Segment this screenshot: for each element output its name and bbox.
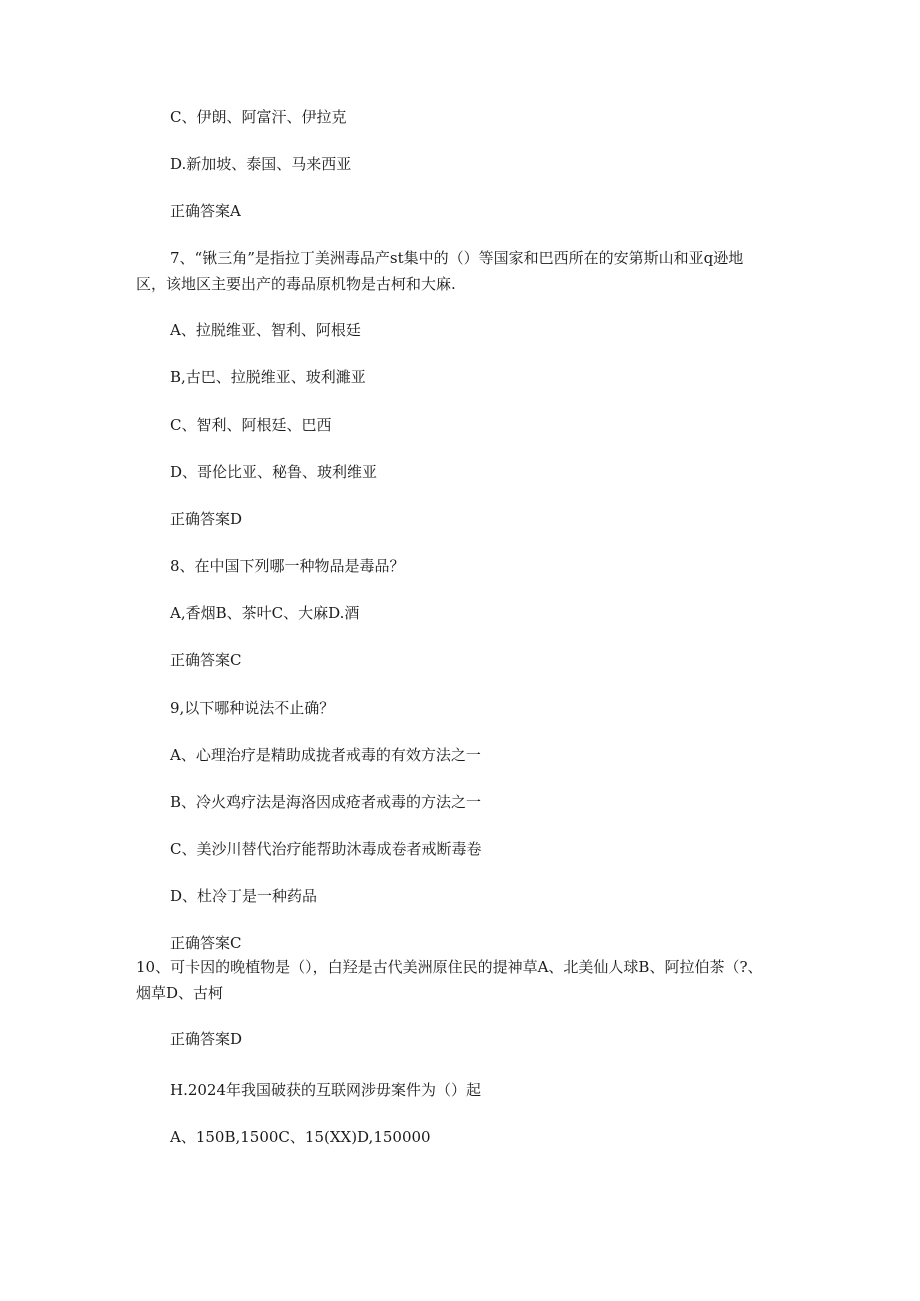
q7-option-a: A、拉脱维亚、智利、阿根廷 xyxy=(170,321,361,339)
q10-question-line1: 10、可卡因的晚植物是（），白羟是古代美洲原住民的提神草A、北美仙人球B、阿拉伯茶（?、 xyxy=(136,958,763,976)
q6-answer: 正确答案A xyxy=(170,202,241,220)
q8-question: 8、在中国下列哪一种物品是毒品？ xyxy=(170,557,405,575)
q6-option-d: D.新加坡、泰国、马来西亚 xyxy=(170,155,352,173)
q7-option-c: C、智利、阿根廷、巴西 xyxy=(170,416,332,434)
q7-answer: 正确答案D xyxy=(170,510,243,528)
q7-option-b: B,古巴、拉脱维亚、玻利濉亚 xyxy=(170,368,366,386)
q7-question-line1: 7、“锹三角”是指拉丁美洲毒品产st集中的（）等国家和巴西所在的安第斯山和亚q逊地 xyxy=(170,249,744,267)
q9-answer: 正确答案C xyxy=(170,934,242,952)
q9-option-d: D、杜冷丁是一种药品 xyxy=(170,887,318,905)
q9-option-b: B、冷火鸡疗法是海洛因成疮者戒毒的方法之一 xyxy=(170,793,482,811)
q8-options: A,香烟B、茶叶C、大麻D.酒 xyxy=(170,604,360,622)
q9-option-c: C、美沙川替代治疗能帮助沐毒成卷者戒断毒卷 xyxy=(170,840,482,858)
q9-option-a: A、心理治疗是精助成拢者戒毒的有效方法之一 xyxy=(170,746,481,764)
q11-options: A、150B,1500C、15(XX)D,150000 xyxy=(170,1128,431,1146)
q10-answer: 正确答案D xyxy=(170,1030,243,1048)
q6-option-c: C、伊朗、阿富汗、伊拉克 xyxy=(170,108,347,126)
q10-question-line2: 烟草D、古柯 xyxy=(136,984,224,1002)
q7-option-d: D、哥伦比亚、秘鲁、玻利维亚 xyxy=(170,463,378,481)
q9-question: 9,以下哪种说法不止确？ xyxy=(170,699,335,717)
q7-question-line2: 区，该地区主要出产的毒品原机物是古柯和大麻. xyxy=(136,275,456,293)
q11-question: H.2024年我国破获的互联网涉毋案件为（）起 xyxy=(170,1081,482,1099)
q8-answer: 正确答案C xyxy=(170,651,242,669)
